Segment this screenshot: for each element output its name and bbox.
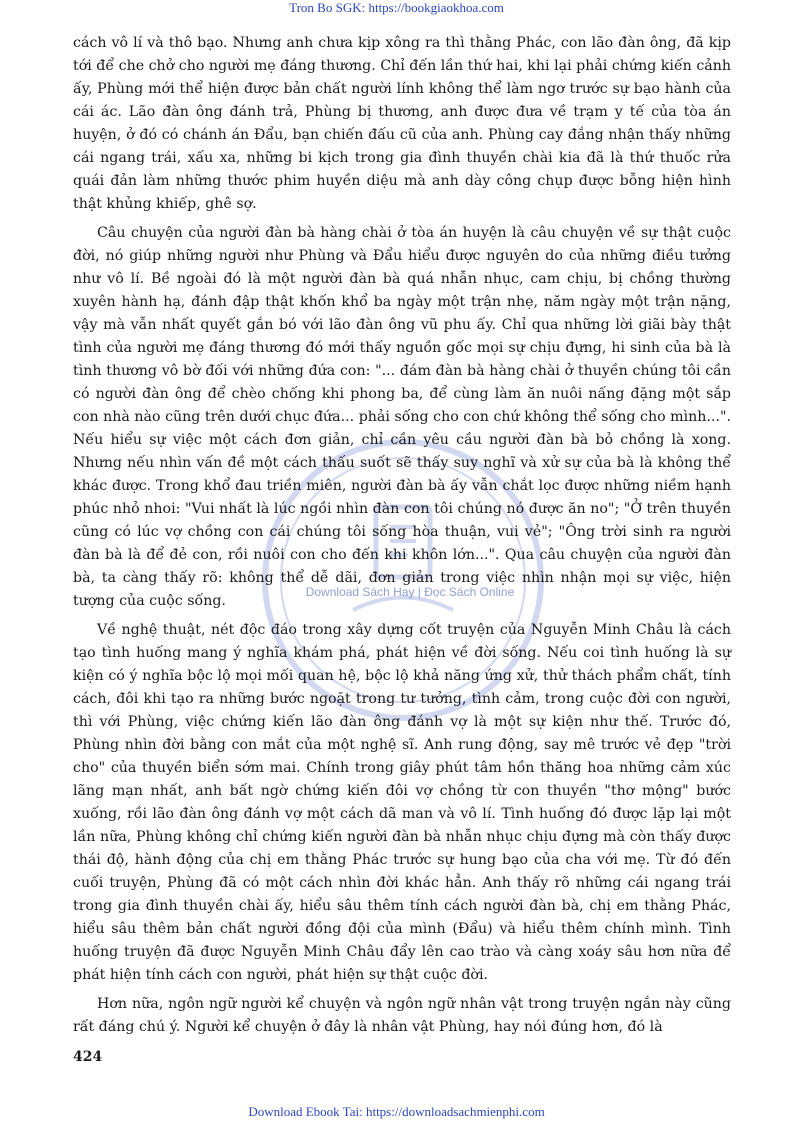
page-body xyxy=(73,32,731,1039)
page-number: 424 xyxy=(73,1049,103,1065)
header-source-link[interactable]: Tron Bo SGK: https://bookgiaokhoa.com xyxy=(289,0,504,15)
paragraph-1: cách vô lí và thô bạo. Nhưng anh chưa kịp xông ra thì thằng Phác, con lão đàn ông, đã kịp tới để che chở cho người mẹ đáng thương. Chỉ đến lần thứ hai, khi lại phải chứng kiến cảnh ấy, Phùng mới thể hiện được bản chất người lính không thể làm ngơ trước sự bạo hành của cái ác. Lão đàn ông đánh trả, Phùng bị thương, anh được đưa về trạm y tế của tòa án huyện, ở đó có chánh án Đẩu, bạn chiến đấu cũ của anh. Phùng cay đắng nhận thấy những cái ngang trái, xấu xa, những bi kịch trong gia đình thuyền chài kia đã là thứ thuốc rửa quái đản làm những thước phim huyền diệu mà anh dày công chụp được bỗng hiện hình thật khủng khiếp, ghê sợ. xyxy=(73,35,731,212)
paragraph-4: Hơn nữa, ngôn ngữ người kể chuyện và ngôn ngữ nhân vật trong truyện ngắn này cũng rất đáng chú ý. Người kể chuyện ở đây là nhân vật Phùng, hay nói đúng hơn, đó là xyxy=(73,996,731,1035)
footer-download-link[interactable]: Download Ebook Tai: https://downloadsachmienphi.com xyxy=(248,1104,545,1119)
paragraph-2: Câu chuyện của người đàn bà hàng chài ở tòa án huyện là câu chuyện về sự thật cuộc đời, nó giúp những người như Phùng và Đẩu hiểu được nguyên do của những điều tưởng như vô lí. Bề ngoài đó là một người đàn bà quá nhẫn nhục, cam chịu, bị chồng thường xuyên hành hạ, đánh đập thật khốn khổ ba ngày một trận nhẹ, năm ngày một trận nặng, vậy mà vẫn nhất quyết gắn bó với lão đàn ông vũ phu ấy. Chỉ qua những lời giãi bày thật tình của người mẹ đáng thương đó mới thấy nguồn gốc mọi sự chịu đựng, hi sinh của bà là tình thương vô bờ đối với những đứa con: "... đám đàn bà hàng chài ở thuyền chúng tôi cần có người đàn ông để chèo chống khi phong ba, để cùng làm ăn nuôi nấng đặng một sắp con nhà nào cũng trên dưới chục đứa... phải sống cho con chứ không thể sống cho mình...". Nếu hiểu sự việc một cách đơn giản, chỉ cần yêu cầu người đàn bà bỏ chồng là xong. Nhưng nếu nhìn vấn đề một cách thấu suốt sẽ thấy suy nghĩ và xử sự của bà là không thể khác được. Trong khổ đau triền miên, người đàn bà ấy vẫn chắt lọc được những niềm hạnh phúc nhỏ nhoi: "Vui nhất là lúc ngồi nhìn đàn con tôi chúng nó được ăn no"; "Ở trên thuyền cũng có lúc vợ chồng con cái chúng tôi sống hòa thuận, vui vẻ"; "Ông trời sinh ra người đàn bà là để đẻ con, rồi nuôi con cho đến khi khôn lớn...". Qua câu chuyện của người đàn bà, ta càng thấy rõ: không thể dễ dãi, đơn giản trong việc nhìn nhận mọi sự việc, hiện tượng của cuộc sống. xyxy=(73,225,731,609)
watermark-text: Download Sách Hay | Đọc Sách Online xyxy=(305,585,515,599)
paragraph-3: Về nghệ thuật, nét độc đáo trong xây dựng cốt truyện của Nguyễn Minh Châu là cách tạo tình huống mang ý nghĩa khám phá, phát hiện về đời sống. Nếu coi tình huống là sự kiện có ý nghĩa bộc lộ mọi mối quan hệ, bộc lộ khả năng ứng xử, thử thách phẩm chất, tính cách, đôi khi tạo ra những bước ngoặt trong tư tưởng, tình cảm, trong cuộc đời con người, thì với Phùng, việc chứng kiến lão đàn ông đánh vợ là một sự kiện như thế. Trước đó, Phùng nhìn đời bằng con mắt của một nghệ sĩ. Anh rung động, say mê trước vẻ đẹp "trời cho" của thuyền biển sớm mai. Chính trong giây phút tâm hồn thăng hoa những cảm xúc lãng mạn nhất, anh bất ngờ chứng kiến đôi vợ chồng từ con thuyền "thơ mộng" bước xuống, rồi lão đàn ông đánh vợ một cách dã man và vô lí. Tình huống đó được lặp lại một lần nữa, Phùng không chỉ chứng kiến người đàn bà nhẫn nhục chịu đựng mà còn thấy được thái độ, hành động của chị em thằng Phác trước sự hung bạo của cha với mẹ. Từ đó đến cuối truyện, Phùng đã có một cách nhìn đời khác hẳn. Anh thấy rõ những cái ngang trái trong gia đình thuyền chài ấy, hiểu sâu thêm tính cách người đàn bà, chị em thằng Phác, hiểu sâu thêm bản chất người đồng đội của mình (Đẩu) và hiểu thêm chính mình. Tình huống truyện đã được Nguyễn Minh Châu đẩy lên cao trào và càng xoáy sâu hơn nữa để phát hiện tính cách con người, phát hiện sự thật cuộc đời. xyxy=(73,622,731,983)
